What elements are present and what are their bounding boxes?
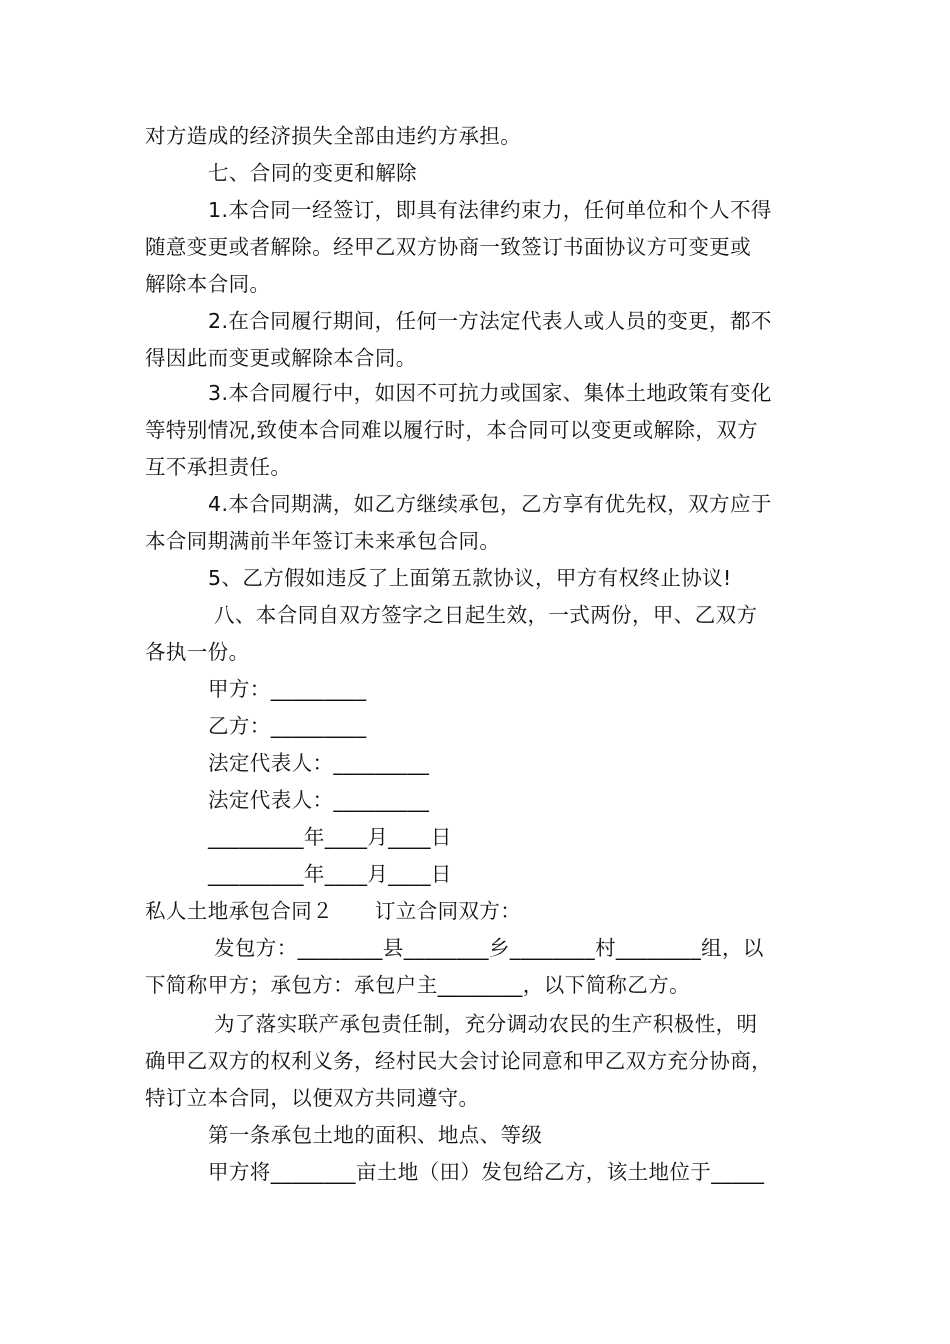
date-line: _________年____月____日 — [208, 825, 452, 849]
text-line: 本合同期满前半年签订未来承包合同。 — [145, 529, 501, 553]
section-heading: 七、合同的变更和解除 — [208, 161, 417, 185]
text-line: 甲方将________亩土地（田）发包给乙方，该土地位于_____ — [208, 1160, 765, 1184]
signature-party-b: 乙方：_________ — [208, 714, 367, 738]
signature-party-a: 甲方：_________ — [208, 677, 367, 701]
text-line: 为了落实联产承包责任制，充分调动农民的生产积极性，明 — [214, 1012, 758, 1036]
text-line: 确甲乙双方的权利义务，经村民大会讨论同意和甲乙双方充分协商， — [145, 1049, 772, 1073]
text-line: 各执一份。 — [145, 640, 250, 664]
text-line: 3.本合同履行中，如因不可抗力或国家、集体土地政策有变化 — [208, 381, 772, 405]
article-heading: 第一条承包土地的面积、地点、等级 — [208, 1123, 543, 1147]
text-line: 特订立本合同，以便双方共同遵守。 — [145, 1086, 480, 1110]
text-line: 随意变更或者解除。经甲乙双方协商一致签订书面协议方可变更或 — [145, 235, 752, 259]
text-line: 等特别情况,致使本合同难以履行时，本合同可以变更或解除，双方 — [145, 418, 759, 442]
legal-representative-a: 法定代表人：_________ — [208, 751, 430, 775]
text-line: 得因此而变更或解除本合同。 — [145, 346, 417, 370]
date-line: _________年____月____日 — [208, 862, 452, 886]
text-line: 5、乙方假如违反了上面第五款协议，甲方有权终止协议! — [208, 566, 732, 590]
section-heading: 八、本合同自双方签字之日起生效，一式两份，甲、乙双方 — [214, 603, 758, 627]
text-line: 互不承担责任。 — [145, 455, 292, 479]
text-line: 下简称甲方；承包方：承包户主________，以下简称乙方。 — [145, 973, 690, 997]
text-line: 2.在合同履行期间，任何一方法定代表人或人员的变更，都不 — [208, 309, 772, 333]
text-line: 4.本合同期满，如乙方继续承包，乙方享有优先权，双方应于 — [208, 492, 772, 516]
text-line: 对方造成的经济损失全部由违约方承担。 — [145, 124, 522, 148]
contract-title: 私人土地承包合同２ 订立合同双方： — [145, 899, 522, 923]
text-line: 1.本合同一经签订，即具有法律约束力，任何单位和个人不得 — [208, 198, 772, 222]
legal-representative-b: 法定代表人：_________ — [208, 788, 430, 812]
text-line: 发包方：________县________乡________村________组，以 — [214, 936, 764, 960]
text-line: 解除本合同。 — [145, 272, 271, 296]
